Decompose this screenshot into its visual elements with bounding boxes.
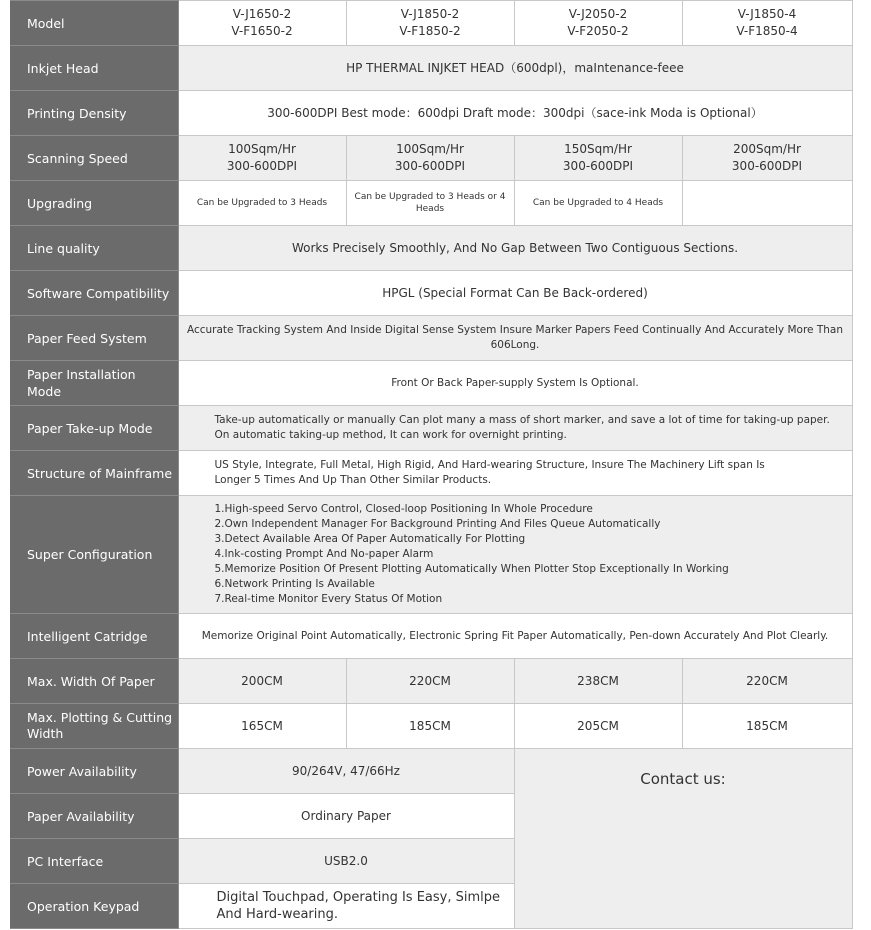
max-plotting-cell: 185CM (346, 704, 514, 749)
label-super-configuration: Super Configuration (10, 496, 178, 614)
max-width-cell: 238CM (514, 659, 682, 704)
spec-table (10, 0, 853, 929)
config-item: 3.Detect Available Area Of Paper Automatically For Plotting (214, 533, 526, 545)
inkjet-head-value: HP THERMAL INJKET HEAD（600dpl)，maIntenance-feee (178, 46, 852, 91)
config-item: 6.Network Printing Is Available (214, 578, 375, 590)
paper-availability-value: Ordinary Paper (178, 794, 514, 839)
paper-installation-mode-value: Front Or Back Paper-supply System Is Optional. (178, 361, 852, 406)
row-line-quality (10, 226, 852, 271)
super-configuration-list (178, 496, 852, 614)
row-printing-density (10, 91, 852, 136)
row-inkjet-head (10, 46, 852, 91)
upgrading-cell (682, 181, 852, 226)
config-item: 7.Real-time Monitor Every Status Of Motion (214, 593, 443, 605)
spec-table-wrapper (10, 0, 852, 929)
label-line-quality: Line quality (10, 226, 178, 271)
label-power-availability: Power Availability (10, 749, 178, 794)
label-pc-interface: PC Interface (10, 839, 178, 884)
label-max-width-of-paper: Max. Width Of Paper (10, 659, 178, 704)
max-plotting-cell: 165CM (178, 704, 346, 749)
row-software-compatibility (10, 271, 852, 316)
config-item: 5.Memorize Position Of Present Plotting Automatically When Plotter Stop Exceptionally In Working (214, 563, 729, 575)
max-plotting-cell: 185CM (682, 704, 852, 749)
contact-us: Contact us: (514, 749, 852, 929)
upgrading-cell: Can be Upgraded to 3 Heads or 4 Heads (346, 181, 514, 226)
row-intelligent-catridge (10, 614, 852, 659)
row-paper-feed-system (10, 316, 852, 361)
row-paper-takeup-mode (10, 406, 852, 451)
printing-density-value: 300-600DPI Best mode：600dpi Draft mode：300dpi（sace-ink Moda is Optional） (178, 91, 852, 136)
label-structure-of-mainframe: Structure of Mainframe (10, 451, 178, 496)
model-cell: V-J2050-2 V-F2050-2 (514, 1, 682, 46)
row-paper-installation-mode (10, 361, 852, 406)
label-paper-feed-system: Paper Feed System (10, 316, 178, 361)
power-availability-value: 90/264V, 47/66Hz (178, 749, 514, 794)
row-max-plotting-cutting-width (10, 704, 852, 749)
row-scanning-speed (10, 136, 852, 181)
label-operation-keypad: Operation Keypad (10, 884, 178, 929)
label-software-compatibility: Software Compatibility (10, 271, 178, 316)
label-paper-takeup-mode: Paper Take-up Mode (10, 406, 178, 451)
label-paper-availability: Paper Availability (10, 794, 178, 839)
scanning-speed-cell: 100Sqm/Hr 300-600DPI (178, 136, 346, 181)
max-width-cell: 220CM (682, 659, 852, 704)
upgrading-cell: Can be Upgraded to 4 Heads (514, 181, 682, 226)
software-compatibility-value: HPGL (Special Format Can Be Back-ordered) (178, 271, 852, 316)
row-structure-of-mainframe (10, 451, 852, 496)
scanning-speed-cell: 150Sqm/Hr 300-600DPI (514, 136, 682, 181)
model-cell: V-J1850-2 V-F1850-2 (346, 1, 514, 46)
structure-of-mainframe-value: US Style, Integrate, Full Metal, High Rigid, And Hard-wearing Structure, Insure The Machinery Lift span Is Longer 5 Times And Up Than Other Similar Products. (178, 451, 852, 496)
max-width-cell: 220CM (346, 659, 514, 704)
scanning-speed-cell: 200Sqm/Hr 300-600DPI (682, 136, 852, 181)
scanning-speed-cell: 100Sqm/Hr 300-600DPI (346, 136, 514, 181)
label-model: Model (10, 1, 178, 46)
label-paper-installation-mode: Paper Installation Mode (10, 361, 178, 406)
label-inkjet-head: Inkjet Head (10, 46, 178, 91)
row-upgrading (10, 181, 852, 226)
config-item: 1.High-speed Servo Control, Closed-loop Positioning In Whole Procedure (214, 503, 593, 515)
upgrading-cell: Can be Upgraded to 3 Heads (178, 181, 346, 226)
label-max-plotting-cutting-width: Max. Plotting & Cutting Width (10, 704, 178, 749)
label-upgrading: Upgrading (10, 181, 178, 226)
paper-feed-system-value: Accurate Tracking System And Inside Digital Sense System Insure Marker Papers Feed Continually And Accurately More Than 606Long. (178, 316, 852, 361)
config-item: 2.Own Independent Manager For Background Printing And Files Queue Automatically (214, 518, 661, 530)
model-cell: V-J1850-4 V-F1850-4 (682, 1, 852, 46)
pc-interface-value: USB2.0 (178, 839, 514, 884)
intelligent-catridge-value: Memorize Original Point Automatically, Electronic Spring Fit Paper Automatically, Pen-down Accurately And Plot Clearly. (178, 614, 852, 659)
row-model (10, 1, 852, 46)
label-intelligent-catridge: Intelligent Catridge (10, 614, 178, 659)
config-item: 4.Ink-costing Prompt And No-paper Alarm (214, 548, 434, 560)
operation-keypad-value: Digital Touchpad, Operating Is Easy, Simlpe And Hard-wearing. (178, 884, 514, 929)
label-printing-density: Printing Density (10, 91, 178, 136)
line-quality-value: Works Precisely Smoothly, And No Gap Between Two Contiguous Sections. (178, 226, 852, 271)
model-cell: V-J1650-2 V-F1650-2 (178, 1, 346, 46)
max-plotting-cell: 205CM (514, 704, 682, 749)
row-max-width-of-paper (10, 659, 852, 704)
row-power-availability (10, 749, 852, 794)
paper-takeup-mode-value: Take-up automatically or manually Can plot many a mass of short marker, and save a lot of time for taking-up paper. On automatic taking-up method, It can work for overnight printing. (178, 406, 852, 451)
row-super-configuration (10, 496, 852, 614)
label-scanning-speed: Scanning Speed (10, 136, 178, 181)
max-width-cell: 200CM (178, 659, 346, 704)
